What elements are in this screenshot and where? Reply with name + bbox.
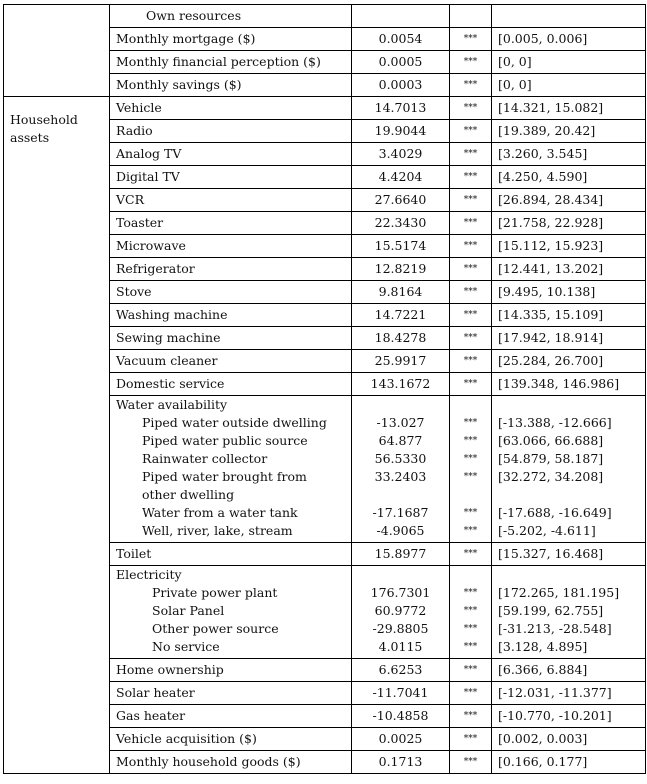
confidence-interval: [9.495, 10.138]	[492, 281, 646, 304]
sub-item-ci: [-17.688, -16.649]	[498, 505, 612, 520]
sub-item-significance: ***	[463, 454, 478, 464]
sub-item-coefficient: 56.5330	[374, 451, 427, 466]
sub-item-label: Other power source	[152, 621, 279, 636]
electricity-heading: Electricity	[116, 567, 182, 582]
coefficient: 9.8164	[352, 281, 450, 304]
sub-item-coefficient: 60.9772	[374, 603, 427, 618]
confidence-interval: [4.250, 4.590]	[492, 166, 646, 189]
significance: ***	[450, 682, 492, 705]
water-availability-significance	[450, 396, 492, 543]
sub-item-label: Well, river, lake, stream	[142, 523, 293, 538]
sub-item-label: Solar Panel	[152, 603, 225, 618]
row-label: VCR	[110, 189, 352, 212]
significance: ***	[450, 350, 492, 373]
row-label: Vehicle acquisition ($)	[110, 728, 352, 751]
spacer	[456, 566, 485, 584]
coefficient: 18.4278	[352, 327, 450, 350]
sub-item-significance: ***	[463, 508, 478, 518]
confidence-interval: [26.894, 28.434]	[492, 189, 646, 212]
row-label: Gas heater	[110, 705, 352, 728]
row-label: Monthly financial perception ($)	[110, 51, 352, 74]
confidence-interval: [12.441, 13.202]	[492, 258, 646, 281]
significance: ***	[450, 51, 492, 74]
own-resources-header-row	[4, 5, 646, 28]
significance: ***	[450, 373, 492, 396]
coefficient: 25.9917	[352, 350, 450, 373]
row-label: Stove	[110, 281, 352, 304]
household-assets-group-label: Household assets	[4, 97, 110, 774]
significance: ***	[450, 728, 492, 751]
significance: ***	[450, 543, 492, 566]
electricity-significance	[450, 566, 492, 659]
water-availability-heading: Water availability	[116, 397, 228, 412]
sub-item-significance: ***	[463, 472, 478, 482]
coefficient: 19.9044	[352, 120, 450, 143]
sub-item-coefficient: -17.1687	[372, 505, 429, 520]
coefficient: 15.5174	[352, 235, 450, 258]
sub-item-label: Water from a water tank	[142, 505, 298, 520]
spacer	[498, 486, 639, 504]
coefficient: 6.6253	[352, 659, 450, 682]
significance: ***	[450, 304, 492, 327]
row-label: Solar heater	[110, 682, 352, 705]
coefficient: -11.7041	[352, 682, 450, 705]
coefficient: 0.0054	[352, 28, 450, 51]
sub-item-ci: [3.128, 4.895]	[498, 639, 588, 654]
row-label: Vehicle	[110, 97, 352, 120]
sub-item-significance: ***	[463, 606, 478, 616]
sub-item-coefficient: 64.877	[378, 433, 423, 448]
own-resources-header: Own resources	[110, 5, 352, 28]
confidence-interval: [-10.770, -10.201]	[492, 705, 646, 728]
significance: ***	[450, 327, 492, 350]
significance: ***	[450, 705, 492, 728]
spacer	[498, 566, 639, 584]
spacer	[456, 396, 485, 414]
confidence-interval: [0, 0]	[492, 51, 646, 74]
confidence-interval: [17.942, 18.914]	[492, 327, 646, 350]
row-label: Washing machine	[110, 304, 352, 327]
coefficient: 14.7221	[352, 304, 450, 327]
coefficient: 0.0005	[352, 51, 450, 74]
spacer	[358, 566, 443, 584]
significance: ***	[450, 235, 492, 258]
water-availability-labels	[110, 396, 352, 543]
confidence-interval: [15.327, 16.468]	[492, 543, 646, 566]
sub-item-ci: [-5.202, -4.611]	[498, 523, 596, 538]
significance: ***	[450, 751, 492, 774]
sub-item-significance: ***	[463, 526, 478, 536]
sub-item-ci: [-31.213, -28.548]	[498, 621, 612, 636]
row-label: Monthly household goods ($)	[110, 751, 352, 774]
sub-item-coefficient: 33.2403	[374, 469, 427, 484]
significance: ***	[450, 166, 492, 189]
electricity-labels	[110, 566, 352, 659]
coefficient: 0.0003	[352, 74, 450, 97]
row-label: Domestic service	[110, 373, 352, 396]
sub-item-coefficient: -29.8805	[372, 621, 429, 636]
regression-results-table	[3, 4, 646, 774]
coefficient: 4.4204	[352, 166, 450, 189]
row-label: Monthly savings ($)	[110, 74, 352, 97]
sub-item-coefficient: 4.0115	[378, 639, 423, 654]
confidence-interval: [-12.031, -11.377]	[492, 682, 646, 705]
electricity-confidence-intervals	[492, 566, 646, 659]
row-label: Toaster	[110, 212, 352, 235]
coefficient: -10.4858	[352, 705, 450, 728]
row-label: Monthly mortgage ($)	[110, 28, 352, 51]
sub-item-label: No service	[152, 639, 220, 654]
significance: ***	[450, 281, 492, 304]
coefficient: 0.0025	[352, 728, 450, 751]
row-label: Microwave	[110, 235, 352, 258]
significance: ***	[450, 659, 492, 682]
confidence-interval: [6.366, 6.884]	[492, 659, 646, 682]
sub-item-label-continued: other dwelling	[142, 487, 235, 502]
coefficient: 22.3430	[352, 212, 450, 235]
confidence-interval: [19.389, 20.42]	[492, 120, 646, 143]
confidence-interval: [0, 0]	[492, 74, 646, 97]
confidence-interval: [0.166, 0.177]	[492, 751, 646, 774]
spacer	[456, 486, 485, 504]
water-availability-coefficients	[352, 396, 450, 543]
significance: ***	[450, 189, 492, 212]
sub-item-coefficient: 176.7301	[370, 585, 431, 600]
spacer	[358, 486, 443, 504]
sub-item-label: Piped water outside dwelling	[142, 415, 327, 430]
sub-item-label: Piped water public source	[142, 433, 308, 448]
sub-item-ci: [-13.388, -12.666]	[498, 415, 612, 430]
coefficient: 12.8219	[352, 258, 450, 281]
coefficient: 3.4029	[352, 143, 450, 166]
confidence-interval: [15.112, 15.923]	[492, 235, 646, 258]
sub-item-significance: ***	[463, 436, 478, 446]
row-label: Sewing machine	[110, 327, 352, 350]
table-row	[4, 97, 646, 120]
significance: ***	[450, 120, 492, 143]
confidence-interval: [25.284, 26.700]	[492, 350, 646, 373]
significance: ***	[450, 97, 492, 120]
coefficient: 14.7013	[352, 97, 450, 120]
sub-item-ci: [32.272, 34.208]	[498, 469, 604, 484]
row-label: Digital TV	[110, 166, 352, 189]
row-label: Radio	[110, 120, 352, 143]
coefficient: 0.1713	[352, 751, 450, 774]
confidence-interval: [14.335, 15.109]	[492, 304, 646, 327]
confidence-interval: [0.005, 0.006]	[492, 28, 646, 51]
sub-item-significance: ***	[463, 588, 478, 598]
sub-item-label: Rainwater collector	[142, 451, 268, 466]
row-label: Refrigerator	[110, 258, 352, 281]
sub-item-significance: ***	[463, 624, 478, 634]
sub-item-ci: [63.066, 66.688]	[498, 433, 604, 448]
coefficient: 27.6640	[352, 189, 450, 212]
sub-item-significance: ***	[463, 642, 478, 652]
confidence-interval: [3.260, 3.545]	[492, 143, 646, 166]
sub-item-coefficient: -13.027	[376, 415, 425, 430]
row-label: Analog TV	[110, 143, 352, 166]
coefficient: 15.8977	[352, 543, 450, 566]
sub-item-significance: ***	[463, 418, 478, 428]
sub-item-ci: [59.199, 62.755]	[498, 603, 604, 618]
significance: ***	[450, 212, 492, 235]
significance: ***	[450, 74, 492, 97]
spacer	[498, 396, 639, 414]
confidence-interval: [0.002, 0.003]	[492, 728, 646, 751]
water-availability-confidence-intervals	[492, 396, 646, 543]
spacer	[358, 396, 443, 414]
confidence-interval: [139.348, 146.986]	[492, 373, 646, 396]
sub-item-coefficient: -4.9065	[376, 523, 425, 538]
sub-item-ci: [54.879, 58.187]	[498, 451, 604, 466]
significance: ***	[450, 28, 492, 51]
electricity-coefficients	[352, 566, 450, 659]
coefficient: 143.1672	[352, 373, 450, 396]
row-label: Vacuum cleaner	[110, 350, 352, 373]
row-label: Home ownership	[110, 659, 352, 682]
sub-item-label: Piped water brought from	[142, 469, 307, 484]
significance: ***	[450, 258, 492, 281]
row-label: Toilet	[110, 543, 352, 566]
sub-item-ci: [172.265, 181.195]	[498, 585, 620, 600]
own-resources-group-cell	[4, 5, 110, 97]
confidence-interval: [14.321, 15.082]	[492, 97, 646, 120]
sub-item-label: Private power plant	[152, 585, 278, 600]
confidence-interval: [21.758, 22.928]	[492, 212, 646, 235]
significance: ***	[450, 143, 492, 166]
